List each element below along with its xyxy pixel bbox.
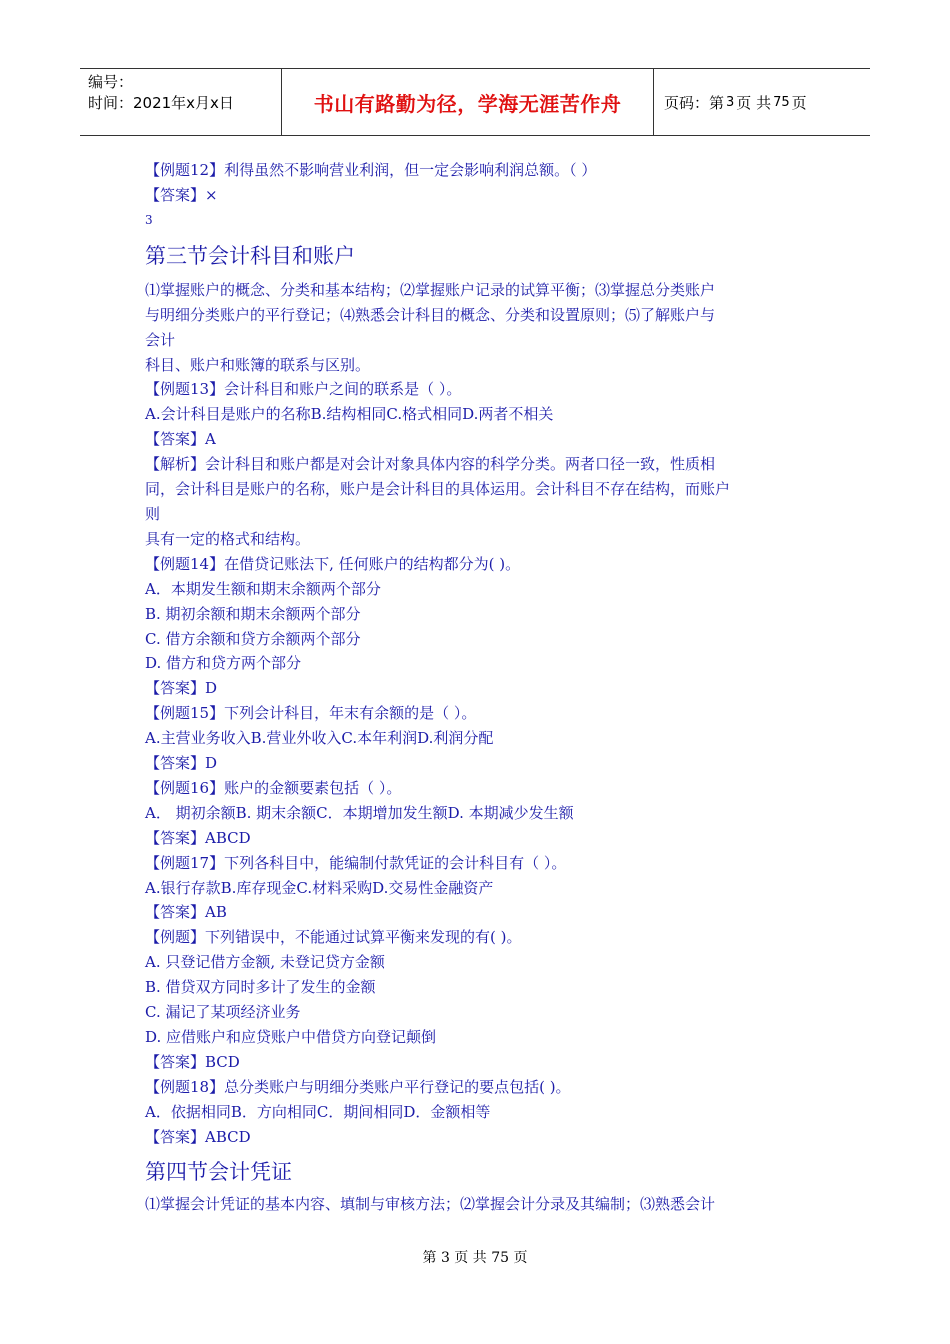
text-line: ⑴掌握账户的概念、分类和基本结构；⑵掌握账户记录的试算平衡；⑶掌握总分类账户 (145, 280, 716, 299)
page-header (80, 68, 870, 136)
text-line: 【例题13】会计科目和账户之间的联系是（ ）。 (145, 380, 462, 399)
page-marker: 3 (145, 212, 153, 227)
text-line: 【解析】会计科目和账户都是对会计对象具体内容的科学分类。两者口径一致，性质相 (145, 455, 716, 474)
text-line: A. 只登记借方金额, 未登记贷方金额 (145, 953, 385, 972)
text-line: 则 (145, 504, 161, 523)
text-line: A.会计科目是账户的名称B.结构相同C.格式相同D.两者不相关 (145, 405, 554, 424)
text-line: 【答案】BCD (145, 1052, 240, 1071)
text-line: 【答案】AB (145, 903, 227, 922)
text-line: 【答案】ABCD (145, 828, 251, 847)
page-prefix: 页码：第 (664, 93, 725, 112)
date-line: 时间：2021年x月x日 (88, 94, 234, 112)
text-line: C. 借方余额和贷方余额两个部分 (145, 629, 361, 648)
text-line: 与明细分类账户的平行登记；⑷熟悉会计科目的概念、分类和设置原则；⑸了解账户与 (145, 305, 716, 324)
text-line: B. 期初余额和期末余额两个部分 (145, 604, 361, 623)
document-body (145, 158, 815, 1216)
text-line: 同，会计科目是账户的名称，账户是会计科目的具体运用。会计科目不存在结构，而账户 (145, 480, 731, 499)
page-current: 3 (726, 94, 735, 110)
header-left-cell (80, 69, 282, 135)
text-line: 【答案】D (145, 754, 218, 773)
text-line: 具有一定的格式和结构。 (145, 529, 311, 548)
section-heading: 第四节会计凭证 (145, 1159, 292, 1184)
text-line: 科目、账户和账簿的联系与区别。 (145, 355, 371, 374)
number-label: 编号： (88, 73, 134, 91)
page-total: 75 (773, 94, 790, 110)
text-line: 【答案】× (145, 185, 218, 204)
text-line: 会计 (145, 330, 176, 349)
text-line: 【答案】ABCD (145, 1127, 251, 1146)
text-line: 【答案】D (145, 679, 218, 698)
text-line: 【例题17】下列各科目中，能编制付款凭证的会计科目有（ ）。 (145, 853, 567, 872)
page-footer: 第 3 页 共 75 页 (422, 1250, 528, 1266)
text-line: B. 借贷双方同时多计了发生的金额 (145, 978, 376, 997)
text-line: ⑴掌握会计凭证的基本内容、填制与审核方法；⑵掌握会计分录及其编制；⑶熟悉会计 (145, 1194, 716, 1213)
page-suffix: 页 (791, 93, 807, 112)
section-heading: 第三节会计科目和账户 (145, 243, 355, 268)
text-line: A.银行存款B.库存现金C.材料采购D.交易性金融资产 (145, 878, 494, 897)
text-line: D. 借方和贷方两个部分 (145, 654, 302, 673)
text-line: C. 漏记了某项经济业务 (145, 1003, 301, 1022)
section-3-body (145, 278, 815, 1150)
text-line: A．依据相同B．方向相同C．期间相同D．金额相等 (145, 1102, 491, 1121)
text-line: 【例题】下列错误中，不能通过试算平衡来发现的有( )。 (145, 928, 522, 947)
text-line: A． 期初余额B. 期末余额C．本期增加发生额D. 本期减少发生额 (145, 803, 574, 822)
text-line: 【例题14】在借贷记账法下, 任何账户的结构都分为( )。 (145, 554, 521, 573)
text-line: A．本期发生额和期末余额两个部分 (145, 579, 381, 598)
text-line: 【例题18】总分类账户与明细分类账户平行登记的要点包括( )。 (145, 1077, 571, 1096)
motto-text: 书山有路勤为径，学海无涯苦作舟 (313, 91, 622, 116)
header-page-cell (654, 69, 870, 135)
page-mid: 页 共 (736, 93, 772, 112)
text-line: 【答案】A (145, 430, 216, 449)
text-line: 【例题12】利得虽然不影响营业利润，但一定会影响利润总额。（ ） (145, 161, 597, 179)
text-line: 【例题15】下列会计科目，年末有余额的是（ ）。 (145, 704, 477, 723)
text-line: A.主营业务收入B.营业外收入C.本年利润D.利润分配 (145, 729, 494, 748)
text-line: 【例题16】账户的金额要素包括（ ）。 (145, 778, 402, 797)
section-4-body (145, 1192, 815, 1217)
text-line: D. 应借账户和应贷账户中借贷方向登记颠倒 (145, 1028, 437, 1046)
header-motto-cell (282, 69, 654, 135)
